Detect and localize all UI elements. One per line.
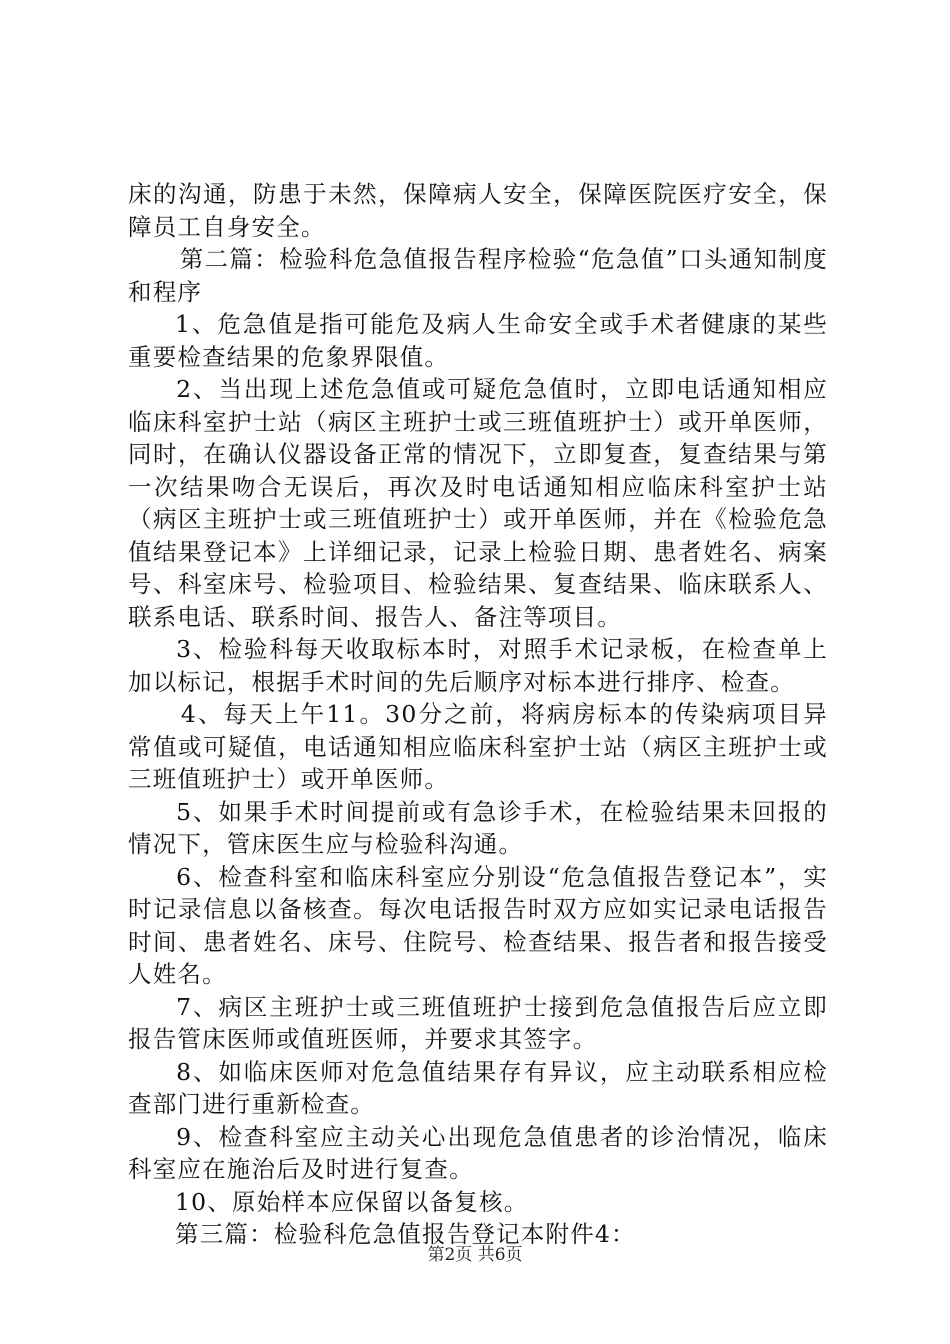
paragraph-item-5: 5、如果手术时间提前或有急诊手术，在检验结果未回报的情况下，管床医生应与检验科沟通。 <box>128 797 828 858</box>
paragraph-continuation: 床的沟通，防患于未然，保障病人安全，保障医院医疗安全，保障员工自身安全。 <box>128 180 828 241</box>
paragraph-item-6: 6、检查科室和临床科室应分别设“危急值报告登记本”，实时记录信息以备核查。每次电话报告时双方应如实记录电话报告时间、患者姓名、床号、住院号、检查结果、报告者和报告接受人姓名。 <box>128 862 828 988</box>
paragraph-section-three-heading: 第三篇：检验科危急值报告登记本附件4： <box>175 1220 636 1248</box>
document-body <box>128 178 828 1251</box>
paragraph-item-7: 7、病区主班护士或三班值班护士接到危急值报告后应立即报告管床医师或值班医师，并要求其签字。 <box>128 992 828 1053</box>
paragraph-item-10: 10、原始样本应保留以备复核。 <box>175 1187 529 1216</box>
paragraph-item-4: 4、每天上午11。30分之前，将病房标本的传染病项目异常值或可疑值，电话通知相应临床科室护士站（病区主班护士或三班值班护士）或开单医师。 <box>128 700 828 793</box>
page-number-footer: 第2页 共6页 <box>427 1245 523 1265</box>
paragraph-item-8: 8、如临床医师对危急值结果存有异议，应主动联系相应检查部门进行重新检查。 <box>128 1057 828 1118</box>
paragraph-item-1: 1、危急值是指可能危及病人生命安全或手术者健康的某些重要检查结果的危象界限值。 <box>128 310 828 371</box>
paragraph-item-9: 9、检查科室应主动关心出现危急值患者的诊治情况，临床科室应在施治后及时进行复查。 <box>128 1122 828 1183</box>
paragraph-item-3: 3、检验科每天收取标本时，对照手术记录板，在检查单上加以标记，根据手术时间的先后顺序对标本进行排序、检查。 <box>128 635 828 696</box>
paragraph-section-two-heading: 第二篇：检验科危急值报告程序检验“危急值”口头通知制度和程序 <box>128 245 828 306</box>
paragraph-item-2: 2、当出现上述危急值或可疑危急值时，立即电话通知相应临床科室护士站（病区主班护士或三班值班护士）或开单医师，同时，在确认仪器设备正常的情况下，立即复查，复查结果与第一次结果吻合无误后，再次及时电话通知相应临床科室护士站（病区主班护士或三班值班护士）或开单医师，并在《检验危急值结果登记本》上详细记录，记录上检验日期、患者姓名、病案号、科室床号、检验项目、检验结果、复查结果、临床联系人、联系电话、联系时间、报告人、备注等项目。 <box>128 375 828 631</box>
